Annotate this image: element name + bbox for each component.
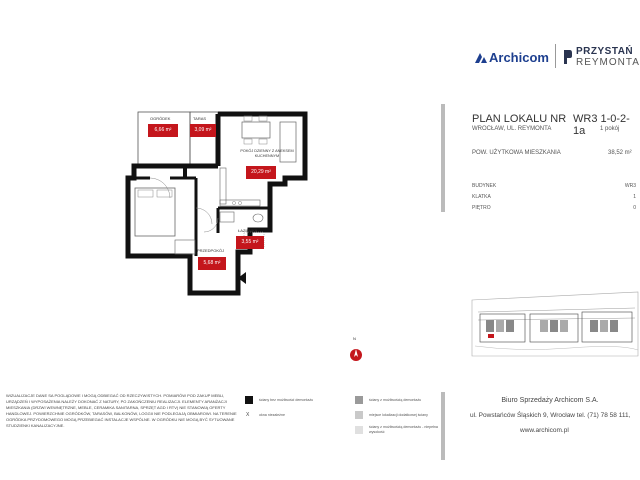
living-room-area-badge: 20,29 m²: [246, 166, 276, 179]
office-name: Biuro Sprzedaży Archicom S.A.: [501, 397, 599, 404]
terrace-area-badge: 3,09 m²: [190, 124, 216, 137]
legend-extra-wall: miejsce lokalizacji dodatkowej ściany: [369, 413, 428, 417]
legend-swatch-fixed-walls: [245, 396, 253, 404]
bed: [135, 188, 175, 236]
garden-label: OGRÓDEK: [150, 116, 171, 121]
unit-code: WR3 1-0-2-1a: [573, 113, 630, 137]
logo-divider: [555, 44, 556, 68]
compass-north-label: N: [353, 336, 356, 341]
bathroom-label: ŁAZIENKA: [238, 228, 258, 233]
legend-swatch-removable: [355, 396, 363, 404]
legend-partial: ściany z możliwością demontażu - niepełna wysokość: [369, 425, 438, 434]
office-website[interactable]: www.archicom.pl: [520, 427, 569, 434]
hall-area-badge: 5,68 m²: [198, 257, 226, 270]
plan-title: PLAN LOKALU NR: [472, 113, 567, 125]
staircase-value: 1: [633, 194, 636, 200]
legend-removable: ściany z możliwością demontażu: [369, 398, 422, 402]
project-name: PRZYSTAŃ: [576, 46, 634, 57]
hall-label: PRZEDPOKÓJ: [197, 248, 225, 253]
usable-area-value: 38,52 m²: [608, 150, 632, 156]
przystan-logo: [563, 46, 640, 68]
disclaimer: WIZUALIZACJE DANE SA POGLĄDOWE I MOGĄ ODBIEGAĆ OD RZECZYWISTYCH. POMIARÓW POD ZAKUP MEBLI, URZĄDZEŃ I WYPOSAŻENIA NALEŻY DOKONAĆ Z NATURY, PO ZAKOŃCZENIU REALIZACJI. ELEMENTY ARANŻACJI MIESZKANIA (DRZWI WEWNĘTRZNE, MEBLE, CERAMIKA SANITARNA, SPRZĘT AGD I RTV) NIE STANOWIĄ OFERTY HANDLOWEJ. POWIERZCHNIE OGRÓDKÓW, TARASÓW, BALKONÓW, LOGGII NIE PODLEGAJĄ OBMIAROWI. NA TERENIE OGRÓDKA PRZYDOMOWEGO MOGĄ PRZEBIEGAĆ INSTALACJE WSPÓLNE. W OGRÓDKU NIE MOGĄ BYĆ SYTUOWANE STUDZIENKI KANALIZACYJNE.: [6, 393, 237, 428]
archicom-mark-icon: [474, 52, 488, 64]
bath-sink: [220, 212, 234, 222]
room-count: 1 pokój: [600, 126, 620, 132]
floor-value: 0: [633, 205, 636, 211]
location: WROCŁAW, UL. REYMONTA: [472, 126, 552, 132]
legend-x-mark: X: [246, 412, 250, 418]
staircase-label: KLATKA: [472, 194, 491, 200]
bathroom-area-badge: 3,55 m²: [236, 236, 264, 249]
building-value: WR3: [624, 183, 636, 189]
kitchen-counter: [220, 168, 226, 204]
dining-table: [242, 122, 270, 138]
toilet: [253, 214, 263, 222]
site-plan: [470, 290, 640, 360]
office-address: ul. Powstańców Śląskich 9, Wrocław tel. (71) 78 58 111,: [470, 412, 631, 419]
legend-windows: okna niezależne: [259, 413, 285, 417]
garden-area-badge: 6,66 m²: [148, 124, 178, 137]
living-room-label: POKÓJ DZIENNY Z ANEKSEM KUCHENNYM: [240, 149, 294, 158]
przystan-mark-icon: [563, 49, 573, 65]
compass-icon: [349, 342, 363, 362]
legend-swatch-partial: [355, 426, 363, 434]
brand-name: Archicom: [489, 50, 549, 65]
building-label: BUDYNEK: [472, 183, 497, 189]
project-subname: REYMONTA: [576, 57, 640, 68]
legend-fixed-walls: ściany bez możliwości demontażu: [259, 398, 314, 402]
terrace-label: TARAS: [193, 116, 207, 121]
usable-area-label: POW. UŻYTKOWA MIESZKANIA: [472, 150, 561, 156]
floor-label: PIĘTRO: [472, 205, 491, 211]
archicom-logo: [474, 50, 549, 65]
legend-swatch-extra-wall: [355, 411, 363, 419]
